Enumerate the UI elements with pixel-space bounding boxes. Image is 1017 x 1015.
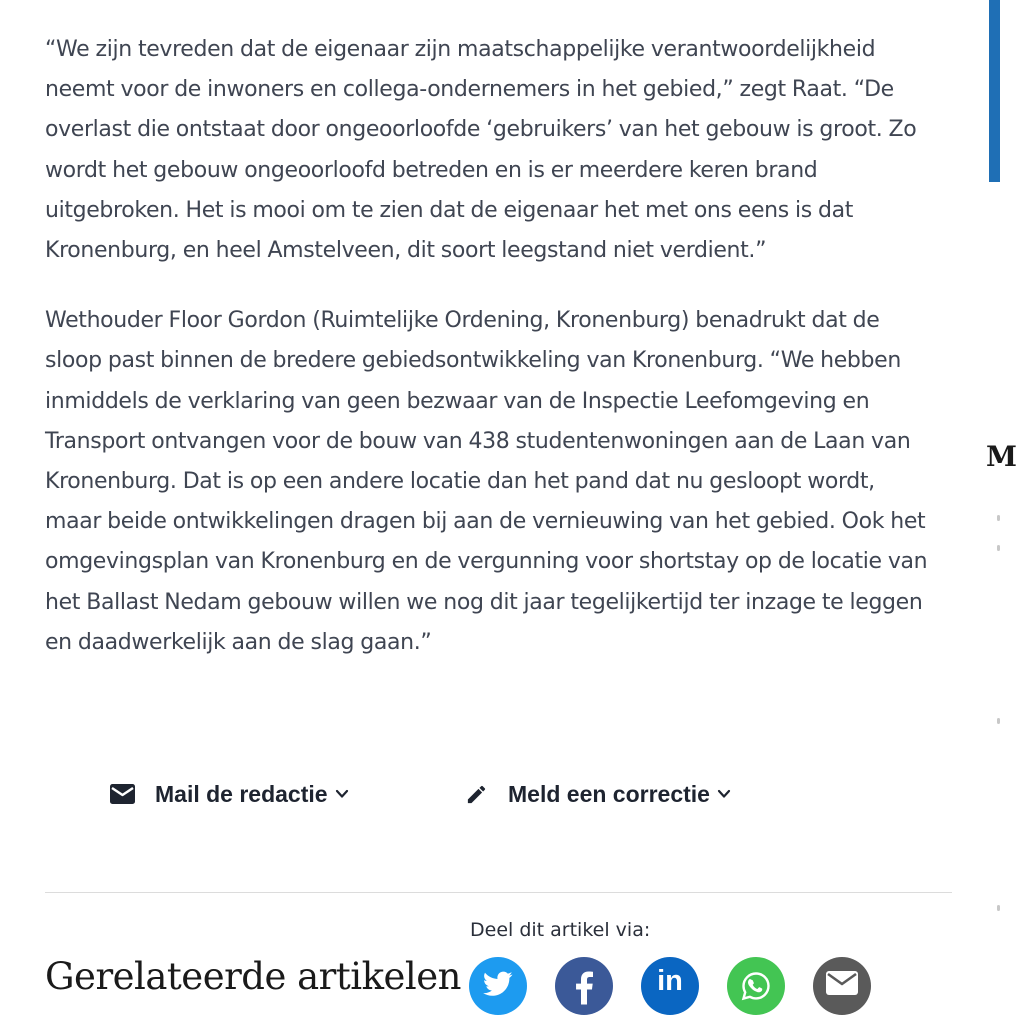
twitter-icon (483, 971, 513, 997)
chevron-down-icon (334, 786, 350, 802)
envelope-icon (110, 784, 135, 804)
share-facebook-button[interactable] (555, 957, 613, 1015)
whatsapp-icon (741, 971, 771, 1001)
article-paragraph-quote-gordon: Wethouder Floor Gordon (Ruimtelijke Ordening, Kronenburg) benadrukt dat de sloop past binnen de bredere gebiedsontwikkeling van Kronenburg. “We hebben inmiddels de verklaring van geen bezwaar van de Inspectie Leefomgeving en Transport ontvangen voor de bouw van 438 studentenwoningen aan de Laan van Kronenburg. Dat is op een andere locatie dan het pand dat nu gesloopt wordt, maar beide ontwikkelingen dragen bij aan de vernieuwing van het gebied. Ook het omgevingsplan van Kronenburg en de vergunning voor shortstay op de locatie van het Ballast Nedam gebouw willen we nog dit jaar tegelijkertijd ter inzage te leggen en daadwerkelijk aan de slag gaan.” (45, 308, 928, 655)
share-whatsapp-button[interactable] (727, 957, 785, 1015)
chevron-down-icon (716, 786, 732, 802)
share-email-button[interactable] (813, 957, 871, 1015)
report-correction-button[interactable] (465, 778, 732, 810)
sidebar-bullet-fragment (997, 718, 1000, 724)
sidebar-accent-bar (989, 0, 1000, 182)
linkedin-icon: in (657, 965, 683, 997)
sidebar-heading-fragment: M (986, 440, 1017, 473)
share-twitter-button[interactable] (469, 957, 527, 1015)
article-body (45, 30, 935, 693)
related-articles-heading: Gerelateerde artikelen (45, 955, 461, 998)
section-divider (45, 892, 952, 893)
sidebar-bullet-fragment (997, 545, 1000, 551)
email-icon (826, 971, 858, 995)
share-label: Deel dit artikel via: (470, 919, 651, 941)
share-linkedin-button[interactable] (641, 957, 699, 1015)
sidebar-bullet-fragment (997, 905, 1000, 911)
article-paragraph-quote-raat: “We zijn tevreden dat de eigenaar zijn maatschappelijke verantwoordelijkheid neemt voor de inwoners en collega-ondernemers in het gebied,” zegt Raat. “De overlast die ontstaat door ongeoorloofde ‘gebruikers’ van het gebouw is groot. Zo wordt het gebouw ongeoorloofd betreden en is er meerdere keren brand uitgebroken. Het is mooi om te zien dat de eigenaar het met ons eens is dat Kronenburg, en heel Amstelveen, dit soort leegstand niet verdient.” (45, 37, 917, 264)
pencil-icon (465, 783, 488, 806)
mail-editors-button[interactable] (110, 778, 350, 810)
facebook-icon (575, 971, 593, 1005)
report-correction-label: Meld een correctie (508, 780, 710, 807)
mail-editors-label: Mail de redactie (155, 780, 328, 807)
sidebar-bullet-fragment (997, 515, 1000, 521)
